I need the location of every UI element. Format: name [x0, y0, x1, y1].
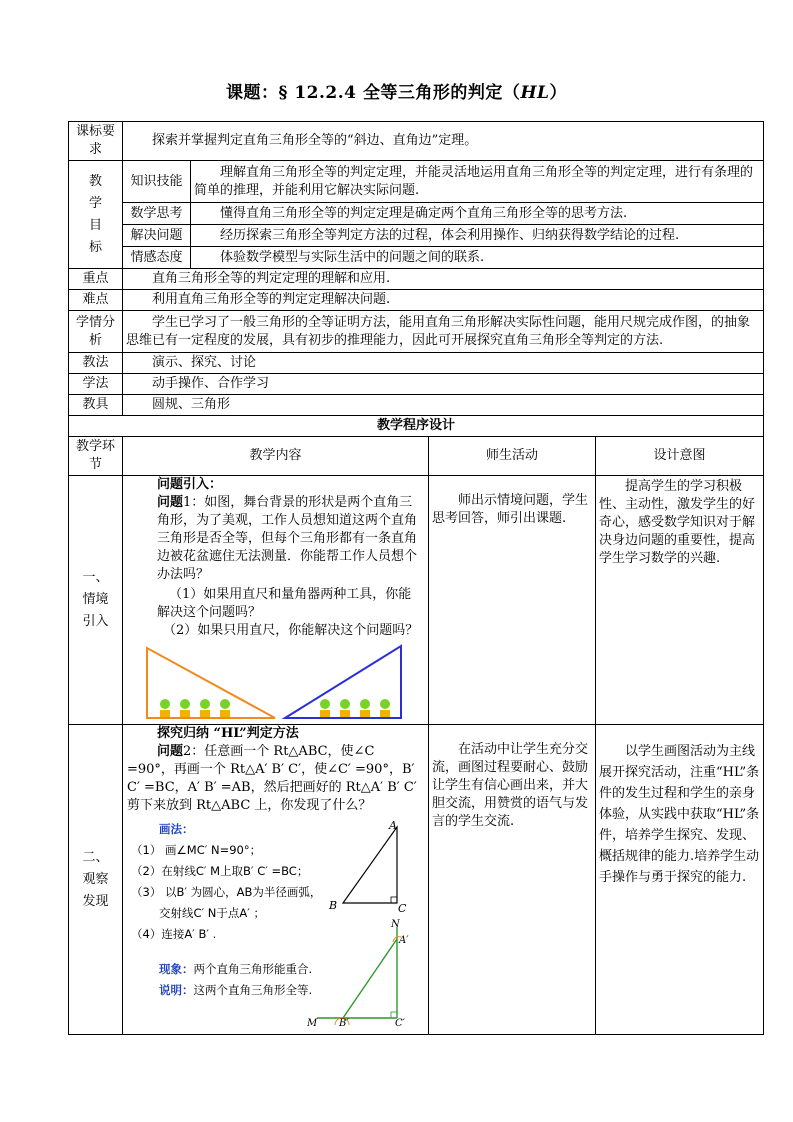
req-label: 课标要求	[69, 122, 123, 161]
goal-name: 知识技能	[123, 161, 191, 203]
stage1-content	[123, 476, 429, 725]
point-b-label: B	[329, 899, 338, 912]
stage1-intent: 提高学生的学习积极性、主动性，激发学生的好奇心，感受数学知识对于解决身边问题的重要性，提高学生学习数学的兴趣.	[596, 476, 764, 725]
col-intent: 设计意图	[596, 437, 764, 476]
stage2-label: 二、 观察发现	[69, 725, 123, 1035]
goal-text: 经历探索三角形全等判定方法的过程，体会利用操作、归纳获得数学结论的过程.	[191, 225, 764, 247]
teaching-method-label: 教法	[69, 353, 123, 374]
col-activity: 师生活动	[429, 437, 596, 476]
question1: 问题1：如图，舞台背景的形状是两个直角三角形，为了美观，工作人员想知道这两个直角三角形是否全等，但每个三角形都有一条直角边被花盆遮住无法测量．你能帮工作人员想个办法吗？	[157, 495, 418, 582]
segment-a2b2	[343, 939, 397, 1018]
goal-name: 数学思考	[123, 203, 191, 225]
stage1-label: 一、 情境引入	[69, 476, 123, 725]
point-n-label: N	[391, 919, 400, 930]
goal-text: 体验数学模型与实际生活中的问题之间的联系.	[191, 247, 764, 269]
teaching-method-text: 演示、探究、讨论	[123, 353, 764, 374]
student-text: 学生已学习了一般三角形的全等证明方法，能用直角三角形解决实际性问题，能用尺规完成作图，的抽象思维已有一定程度的发展，具有初步的推理能力，因此可开展探究直角三角形全等判定的方法.	[123, 311, 764, 353]
learning-method-text: 动手操作、合作学习	[123, 374, 764, 395]
goal-text: 理解直角三角形全等的判定定理，并能灵活地运用直角三角形全等的判定定理，进行有条理的简单的推理，并能利用它解决实际问题.	[191, 161, 764, 203]
tools-label: 教具	[69, 395, 123, 416]
question1-sub1: （1）如果用直尺和量角器两种工具，你能解决这个问题吗？	[157, 587, 412, 620]
design-header: 教学程序设计	[69, 416, 764, 437]
page-title: 课题：§ 12.2.4 全等三角形的判定（HL）	[226, 83, 567, 103]
stage1-activity: 师出示情境问题，学生思考回答，师引出课题.	[429, 476, 596, 725]
key-text: 直角三角形全等的判定定理的理解和应用.	[123, 269, 764, 290]
stage2-activity: 在活动中让学生充分交流，画图过程要耐心、鼓励让学生有信心画出来，并大胆交流，用赞赏的语气与发言的学生交流.	[429, 725, 596, 1035]
req-text: 探索并掌握判定直角三角形全等的“斜边、直角边”定理。	[123, 122, 764, 161]
question1-sub2: （2）如果只用直尺，你能解决这个问题吗？	[163, 623, 419, 638]
point-c-label: C	[398, 902, 407, 915]
lesson-plan-table	[68, 121, 764, 1035]
stage-triangles-figure	[143, 640, 421, 724]
point-c2-label: C′	[395, 1018, 405, 1027]
stage1-heading: 问题引入：	[157, 477, 223, 492]
point-b2-label: B′	[339, 1018, 349, 1027]
point-a-label: A	[389, 819, 397, 832]
point-a2-label: A′	[399, 935, 409, 946]
point-m-label: M	[307, 1018, 318, 1027]
goal-text: 懂得直角三角形全等的判定定理是确定两个直角三角形全等的思考方法.	[191, 203, 764, 225]
flower-pot-icon	[160, 699, 390, 717]
learning-method-label: 学法	[69, 374, 123, 395]
goal-name: 解决问题	[123, 225, 191, 247]
construction-steps: 画法： （1） 画∠MC′ N=90°； （2）在射线C′ M上取B′ C′ =BC； （3） 以B′ 为圆心，AB为半径画弧， 交射线C′ N于点A′ ； （4）连接A′ B′ . 现象：两个直角三角形能重合. 说明：这两个直角三角形全等.	[131, 822, 322, 997]
difficulty-text: 利用直角三角形全等的判定定理解决问题.	[123, 290, 764, 311]
goal-label: 教学目标	[69, 161, 123, 269]
goal-name: 情感态度	[123, 247, 191, 269]
stage2-content	[123, 725, 429, 1035]
question2: 问题2：任意画一个 Rt△ABC，使∠C =90°，再画一个 Rt△A′ B′ C′，使∠C′ =90°，B′ C′ =BC，A′ B′ =AB，然后把画好的 Rt△A′ B′ C′ 剪下来放到 Rt△ABC 上，你发现了什么？	[127, 744, 417, 813]
stage2-heading: 探究归纳 “HL”判定方法	[157, 726, 299, 741]
triangle-abc	[343, 827, 397, 903]
col-content: 教学内容	[123, 437, 429, 476]
construction-figure	[307, 819, 427, 1027]
stage2-intent: 以学生画图活动为主线展开探究活动，注重“HL”条件的发生过程和学生的亲身体验，从实践中获取“HL”条件，培养学生探究、发现、概括规律的能力.培养学生动手操作与勇于探究的能力.	[596, 725, 764, 1035]
col-stage: 教学环节	[69, 437, 123, 476]
student-label: 学情分析	[69, 311, 123, 353]
tools-text: 圆规、三角形	[123, 395, 764, 416]
key-label: 重点	[69, 269, 123, 290]
difficulty-label: 难点	[69, 290, 123, 311]
